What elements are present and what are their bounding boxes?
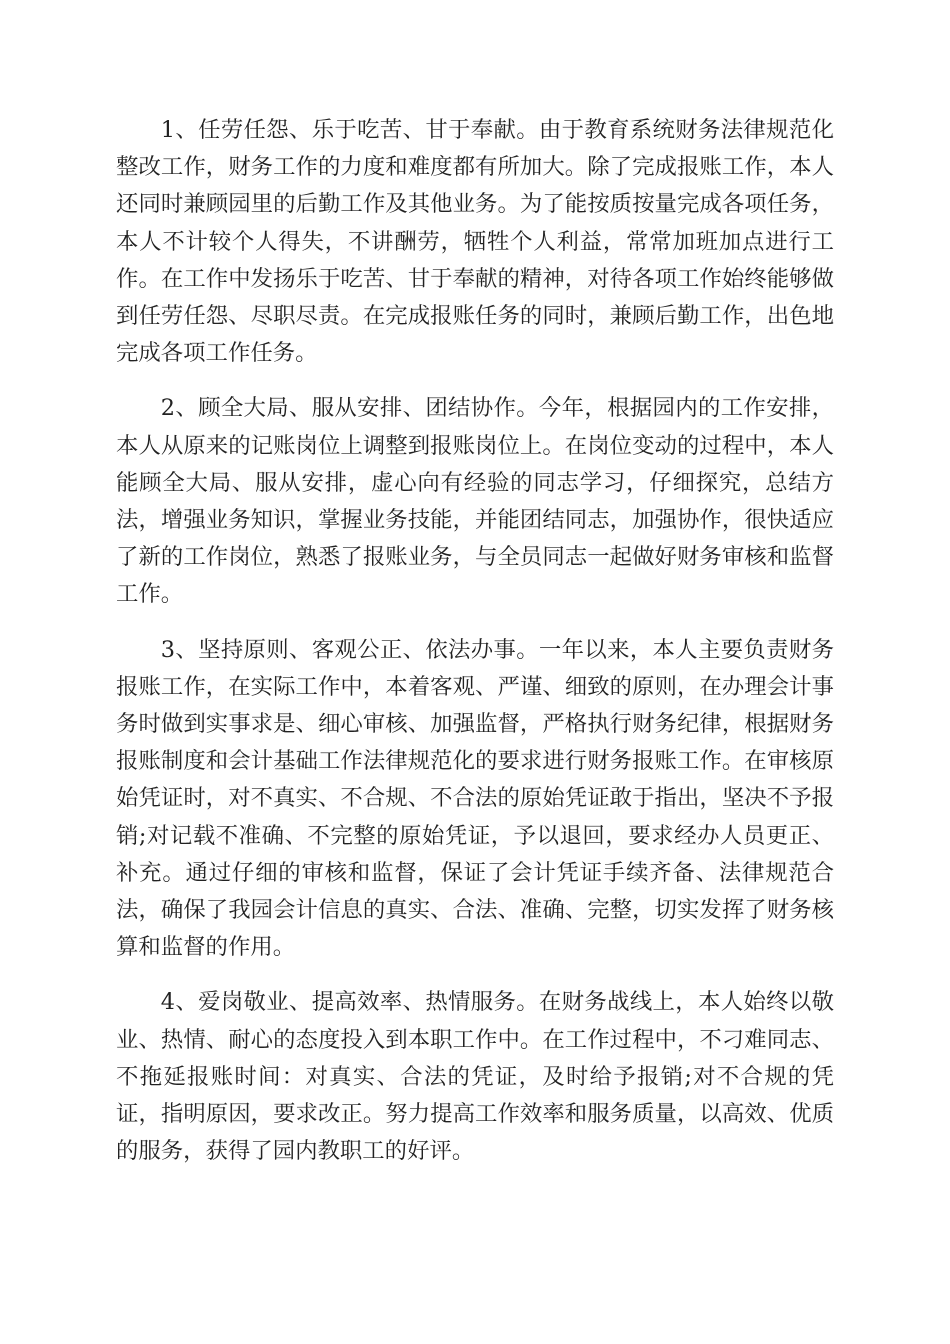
paragraph-4: 4、爱岗敬业、提高效率、热情服务。在财务战线上，本人始终以敬业、热情、耐心的态度投入到本职工作中。在工作过程中，不刁难同志、不拖延报账时间：对真实、合法的凭证，及时给予报销;对不合规的凭证，指明原因，要求改正。努力提高工作效率和服务质量，以高效、优质的服务，获得了园内教职工的好评。 (116, 989, 834, 1165)
paragraph-1: 1、任劳任怨、乐于吃苦、甘于奉献。由于教育系统财务法律规范化整改工作，财务工作的力度和难度都有所加大。除了完成报账工作，本人还同时兼顾园里的后勤工作及其他业务。为了能按质按量完成各项任务，本人不计较个人得失，不讲酬劳，牺牲个人利益，常常加班加点进行工作。在工作中发扬乐于吃苦、甘于奉献的精神，对待各项工作始终能够做到任劳任怨、尽职尽责。在完成报账任务的同时，兼顾后勤工作，出色地完成各项工作任务。 (116, 117, 834, 367)
paragraph-3: 3、坚持原则、客观公正、依法办事。一年以来，本人主要负责财务报账工作，在实际工作中，本着客观、严谨、细致的原则，在办理会计事务时做到实事求是、细心审核、加强监督，严格执行财务纪律，根据财务报账制度和会计基础工作法律规范化的要求进行财务报账工作。在审核原始凭证时，对不真实、不合规、不合法的原始凭证敢于指出，坚决不予报销;对记载不准确、不完整的原始凭证，予以退回，要求经办人员更正、补充。通过仔细的审核和监督，保证了会计凭证手续齐备、法律规范合法，确保了我园会计信息的真实、合法、准确、完整，切实发挥了财务核算和监督的作用。 (116, 636, 834, 961)
document-body (116, 112, 834, 1188)
paragraph-2: 2、顾全大局、服从安排、团结协作。今年，根据园内的工作安排，本人从原来的记账岗位上调整到报账岗位上。在岗位变动的过程中，本人能顾全大局、服从安排，虚心向有经验的同志学习，仔细探究，总结方法，增强业务知识，掌握业务技能，并能团结同志，加强协作，很快适应了新的工作岗位，熟悉了报账业务，与全员同志一起做好财务审核和监督工作。 (116, 395, 834, 608)
